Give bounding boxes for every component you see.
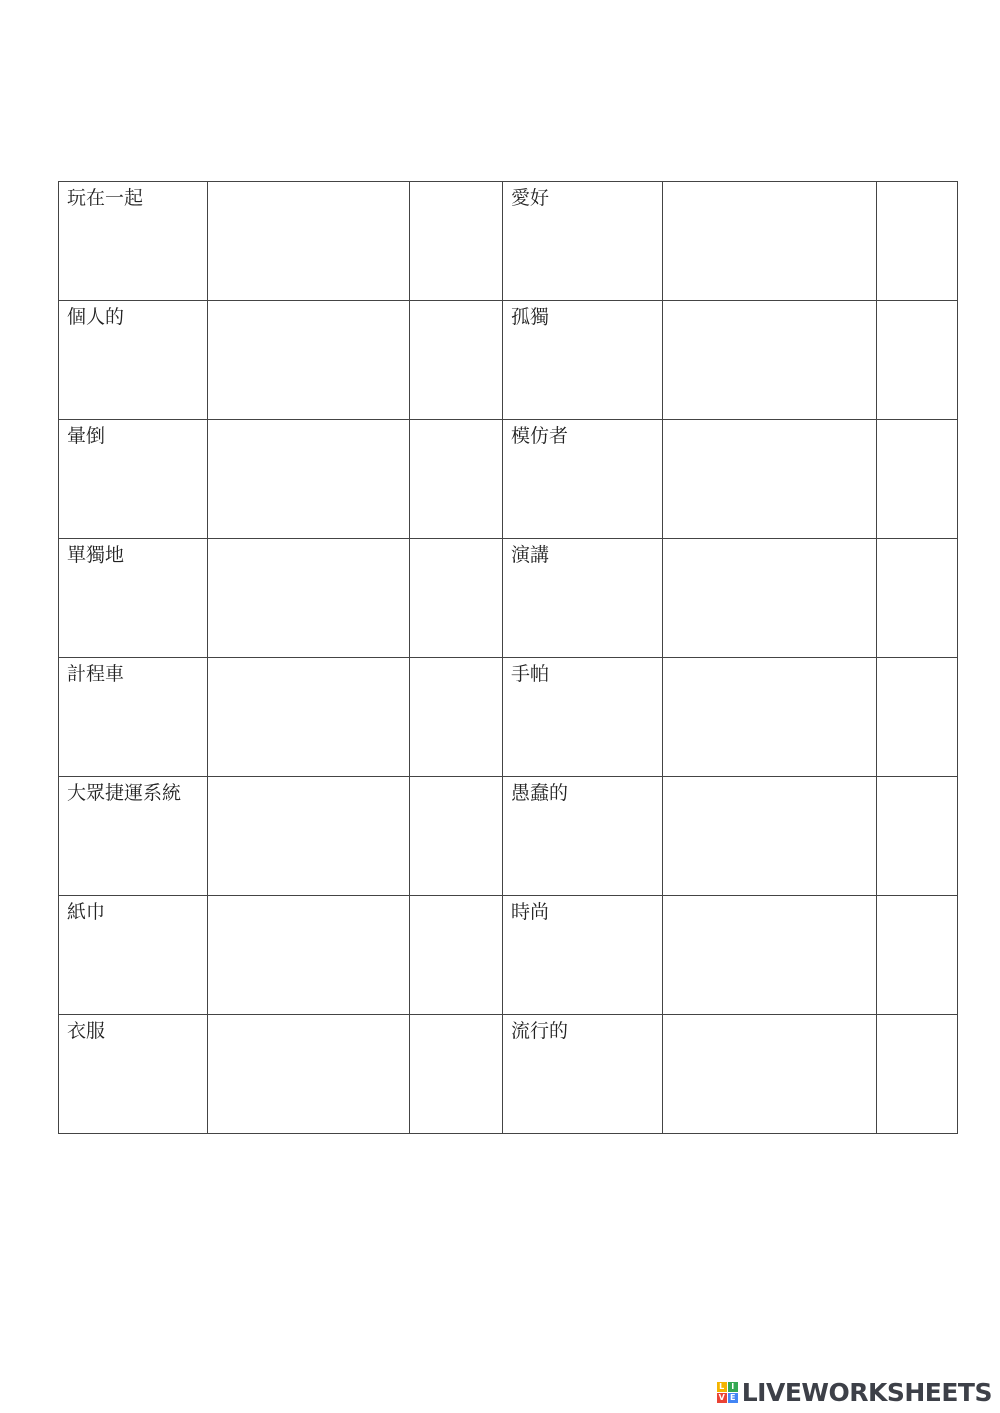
right-answer-box[interactable]: [663, 420, 877, 539]
left-check-box[interactable]: [410, 658, 503, 777]
right-word-cell: 愛好: [503, 182, 663, 301]
left-check-box[interactable]: [410, 539, 503, 658]
left-word-cell: 衣服: [59, 1015, 208, 1134]
logo-letter-l: L: [717, 1382, 727, 1392]
liveworksheets-logo-icon: [717, 1382, 738, 1403]
right-word-cell: 愚蠢的: [503, 777, 663, 896]
left-word-cell: 大眾捷運系統: [59, 777, 208, 896]
vocabulary-table: [58, 181, 958, 1134]
right-answer-box[interactable]: [663, 301, 877, 420]
right-check-box[interactable]: [877, 420, 958, 539]
right-answer-box[interactable]: [663, 658, 877, 777]
right-word-cell: 時尚: [503, 896, 663, 1015]
right-check-box[interactable]: [877, 777, 958, 896]
right-check-box[interactable]: [877, 182, 958, 301]
table-row: [59, 896, 958, 1015]
table-row: [59, 1015, 958, 1134]
left-word-cell: 個人的: [59, 301, 208, 420]
right-check-box[interactable]: [877, 896, 958, 1015]
right-answer-box[interactable]: [663, 182, 877, 301]
left-word-cell: 計程車: [59, 658, 208, 777]
left-answer-box[interactable]: [208, 182, 410, 301]
left-answer-box[interactable]: [208, 420, 410, 539]
logo-letter-e: E: [728, 1393, 738, 1403]
left-answer-box[interactable]: [208, 539, 410, 658]
vocabulary-table-body: [59, 182, 958, 1134]
left-check-box[interactable]: [410, 420, 503, 539]
table-row: [59, 182, 958, 301]
left-answer-box[interactable]: [208, 1015, 410, 1134]
left-word-cell: 紙巾: [59, 896, 208, 1015]
table-row: [59, 777, 958, 896]
right-check-box[interactable]: [877, 1015, 958, 1134]
right-word-cell: 流行的: [503, 1015, 663, 1134]
logo-letter-v: V: [718, 1392, 725, 1402]
left-word-cell: 暈倒: [59, 420, 208, 539]
right-word-cell: 模仿者: [503, 420, 663, 539]
left-check-box[interactable]: [410, 182, 503, 301]
right-answer-box[interactable]: [663, 1015, 877, 1134]
right-check-box[interactable]: [877, 658, 958, 777]
table-row: [59, 658, 958, 777]
table-row: [59, 539, 958, 658]
right-answer-box[interactable]: [663, 896, 877, 1015]
brand-name: LIVEWORKSHEETS: [741, 1377, 992, 1407]
right-word-cell: 手帕: [503, 658, 663, 777]
left-word-cell: 單獨地: [59, 539, 208, 658]
right-answer-box[interactable]: [663, 777, 877, 896]
left-answer-box[interactable]: [208, 301, 410, 420]
left-check-box[interactable]: [410, 896, 503, 1015]
left-answer-box[interactable]: [208, 777, 410, 896]
left-word-cell: 玩在一起: [59, 182, 208, 301]
liveworksheets-brand: [717, 1377, 992, 1407]
table-row: [59, 420, 958, 539]
left-answer-box[interactable]: [208, 658, 410, 777]
left-check-box[interactable]: [410, 301, 503, 420]
right-check-box[interactable]: [877, 301, 958, 420]
left-check-box[interactable]: [410, 777, 503, 896]
logo-letter-i: I: [728, 1382, 738, 1392]
left-answer-box[interactable]: [208, 896, 410, 1015]
left-check-box[interactable]: [410, 1015, 503, 1134]
table-row: [59, 301, 958, 420]
right-check-box[interactable]: [877, 539, 958, 658]
right-word-cell: 演講: [503, 539, 663, 658]
right-answer-box[interactable]: [663, 539, 877, 658]
right-word-cell: 孤獨: [503, 301, 663, 420]
